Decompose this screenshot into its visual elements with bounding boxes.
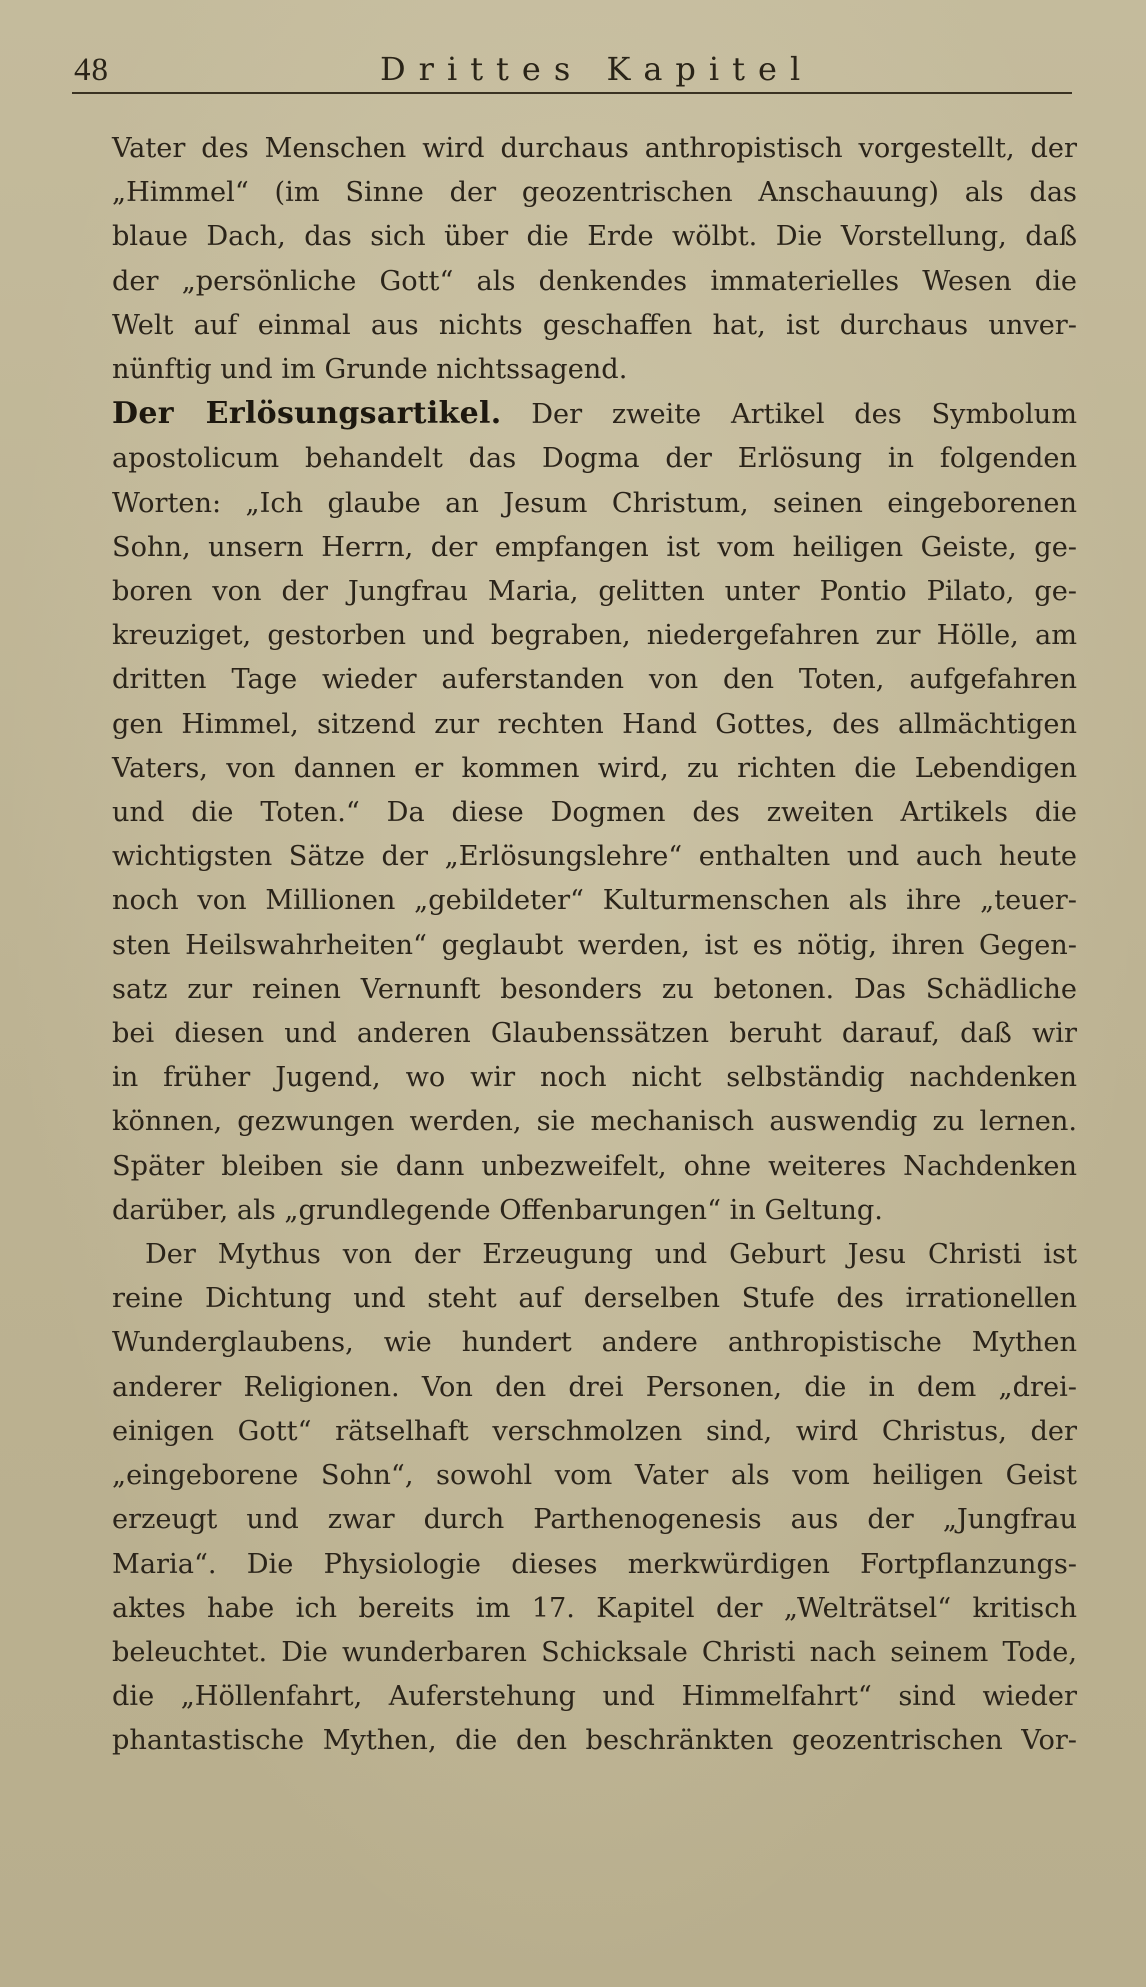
text-line: gen Himmel, sitzend zur rechten Hand Gottes, des allmächtigen: [112, 708, 1077, 740]
section-heading: Der Erlösungsartikel.: [112, 396, 502, 432]
page-header: [70, 48, 1075, 98]
text-line: Vater des Menschen wird durchaus anthropistisch vorgestellt, der: [112, 133, 1077, 164]
header-rule: [72, 92, 1072, 94]
text-line: in früher Jugend, wo wir noch nicht selbständig nachdenken: [112, 1062, 1077, 1094]
paragraph-3: [112, 1233, 1077, 1763]
text-line: Der Mythus von der Erzeugung und Geburt Jesu Christi ist: [145, 1239, 1077, 1271]
text-line: boren von der Jungfrau Maria, gelitten unter Pontio Pilato, ge-: [112, 576, 1077, 608]
text-line: Maria“. Die Physiologie dieses merkwürdigen Fortpflanzungs-: [112, 1548, 1077, 1580]
text-line: Welt auf einmal aus nichts geschaffen hat, ist durchaus unver-: [112, 309, 1077, 341]
text-line: noch von Millionen „gebildeter“ Kulturmenschen als ihre „teuer-: [112, 885, 1077, 917]
text-line: Worten: „Ich glaube an Jesum Christum, seinen eingeborenen: [112, 487, 1077, 519]
text-line: anderer Religionen. Von den drei Personen, die in dem „drei-: [112, 1371, 1077, 1403]
text-line: nünftig und im Grunde nichtssagend.: [112, 354, 628, 386]
text-line: blaue Dach, das sich über die Erde wölbt. Die Vorstellung, daß: [112, 221, 1077, 253]
text-line: Wunderglaubens, wie hundert andere anthropistische Mythen: [112, 1327, 1077, 1359]
text-line: reine Dichtung und steht auf derselben Stufe des irrationellen: [112, 1283, 1077, 1315]
text-line: Später bleiben sie dann unbezweifelt, ohne weiteres Nachdenken: [112, 1150, 1077, 1182]
text-line: der „persönliche Gott“ als denkendes immaterielles Wesen die: [112, 265, 1077, 297]
text-line: apostolicum behandelt das Dogma der Erlösung in folgenden: [112, 443, 1077, 475]
text-line: erzeugt und zwar durch Parthenogenesis aus der „Jungfrau: [112, 1504, 1077, 1536]
text-line: „eingeborene Sohn“, sowohl vom Vater als vom heiligen Geist: [112, 1460, 1077, 1492]
text-line: bei diesen und anderen Glaubenssätzen beruht darauf, daß wir: [112, 1018, 1077, 1050]
text-line: beleuchtet. Die wunderbaren Schicksale Christi nach seinem Tode,: [112, 1636, 1077, 1668]
paragraph-1: [112, 127, 1077, 392]
running-head: Drittes Kapitel: [380, 50, 814, 88]
section-first-line: Der zweite Artikel des Symbolum: [501, 399, 1078, 431]
text-line: können, gezwungen werden, sie mechanisch auswendig zu lernen.: [112, 1106, 1077, 1138]
text-line: einigen Gott“ rätselhaft verschmolzen sind, wird Christus, der: [112, 1415, 1077, 1447]
text-line: aktes habe ich bereits im 17. Kapitel der „Welträtsel“ kritisch: [112, 1592, 1077, 1624]
text-line: phantastische Mythen, die den beschränkten geozentrischen Vor-: [112, 1725, 1077, 1757]
text-line: darüber, als „grundlegende Offenbarungen“ in Geltung.: [112, 1194, 883, 1226]
text-line: die „Höllenfahrt, Auferstehung und Himmelfahrt“ sind wieder: [112, 1681, 1077, 1713]
text-line: und die Toten.“ Da diese Dogmen des zweiten Artikels die: [112, 797, 1077, 829]
text-line: dritten Tage wieder auferstanden von den Toten, aufgefahren: [112, 664, 1077, 696]
paragraph-erloesungsartikel: [112, 392, 1077, 1233]
text-line: Vaters, von dannen er kommen wird, zu richten die Lebendigen: [112, 752, 1077, 784]
text-line: sten Heilswahrheiten“ geglaubt werden, ist es nötig, ihren Gegen-: [112, 929, 1077, 961]
text-line: Sohn, unsern Herrn, der empfangen ist vom heiligen Geiste, ge-: [112, 531, 1077, 563]
page-number: 48: [74, 52, 109, 88]
text-line: wichtigsten Sätze der „Erlösungslehre“ enthalten und auch heute: [112, 841, 1077, 873]
text-line: satz zur reinen Vernunft besonders zu betonen. Das Schädliche: [112, 973, 1077, 1005]
body-text: [112, 127, 1077, 1764]
text-line: kreuziget, gestorben und begraben, niedergefahren zur Hölle, am: [112, 620, 1077, 652]
text-line: [112, 392, 1077, 437]
text-line: „Himmel“ (im Sinne der geozentrischen Anschauung) als das: [112, 177, 1077, 209]
